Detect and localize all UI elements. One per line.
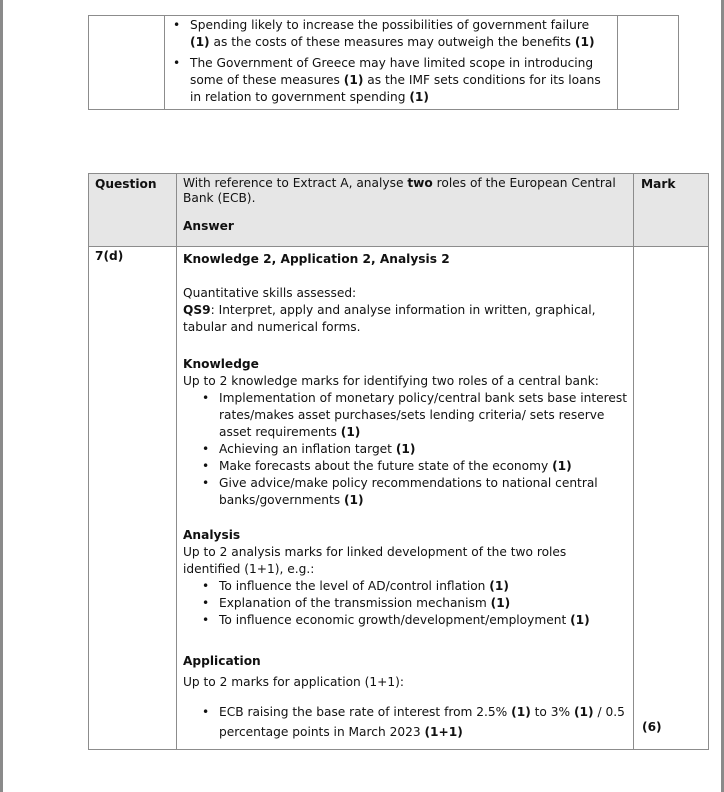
list-item: • Achieving an inflation target (1) [202,442,416,456]
list-item: • Explanation of the transmission mechanism (1) [202,596,511,610]
question-table [88,173,709,750]
list-item: • Give advice/make policy recommendations to national central banks/governments (1) [202,476,598,507]
bullet-icon: • [202,613,210,627]
analysis-intro: Up to 2 analysis marks for linked development of the two roles identified (1+1), e.g.: [183,545,567,576]
bullet-icon: • [202,391,210,405]
list-item: • To influence the level of AD/control inflation (1) [202,579,509,593]
knowledge-bullets [183,390,627,509]
analysis-bullets [183,578,627,629]
list-item: • The Government of Greece may have limited scope in introducing some of these measures (1) as the IMF sets conditions for its loans in relation to government spending (1) [173,56,601,104]
empty-question-cell [89,16,165,110]
question-text: With reference to Extract A, analyse two roles of the European Central Bank (ECB). [183,176,616,205]
answer-bullets [165,17,609,106]
application-title: Application [183,654,261,668]
bullet-icon: • [202,459,210,473]
page-edge-left [0,0,3,792]
application-bullets [183,702,627,742]
qs-description: QS9: Interpret, apply and analyse information in written, graphical, tabular and numerical forms. [183,303,596,334]
answer-row [89,247,709,750]
analysis-title: Analysis [183,528,241,542]
total-mark: (6) [642,720,662,734]
question-label: Question [95,177,157,191]
list-item: • Implementation of monetary policy/central bank sets base interest rates/makes asset purchases/sets lending criteria/ sets reserve asset requirements (1) [202,391,627,439]
bullet-icon: • [173,56,181,70]
bullet-icon: • [202,705,210,719]
header-row [89,174,709,247]
bullet-icon: • [173,18,181,32]
list-item: • To influence economic growth/development/employment (1) [202,613,590,627]
answer-label: Answer [183,219,234,233]
application-intro: Up to 2 marks for application (1+1): [183,675,404,689]
bullet-icon: • [202,442,210,456]
answer-cell [165,16,618,110]
list-item: • Spending likely to increase the possibilities of government failure (1) as the costs of these measures may outweigh the benefits (1) [173,18,595,49]
knowledge-title: Knowledge [183,357,259,371]
qs-intro: Quantitative skills assessed: [183,286,357,300]
previous-answer-table [88,15,679,110]
bullet-icon: • [202,596,210,610]
bullet-icon: • [202,579,210,593]
list-item: • Make forecasts about the future state of the economy (1) [202,459,572,473]
list-item: • ECB raising the base rate of interest from 2.5% (1) to 3% (1) / 0.5 percentage points in March 2023 (1+1) [219,702,627,742]
marks-breakdown: Knowledge 2, Application 2, Analysis 2 [183,252,450,266]
question-number: 7(d) [95,249,124,263]
mark-label: Mark [641,177,676,191]
empty-mark-cell [618,16,679,110]
bullet-icon: • [202,476,210,490]
knowledge-intro: Up to 2 knowledge marks for identifying two roles of a central bank: [183,374,599,388]
